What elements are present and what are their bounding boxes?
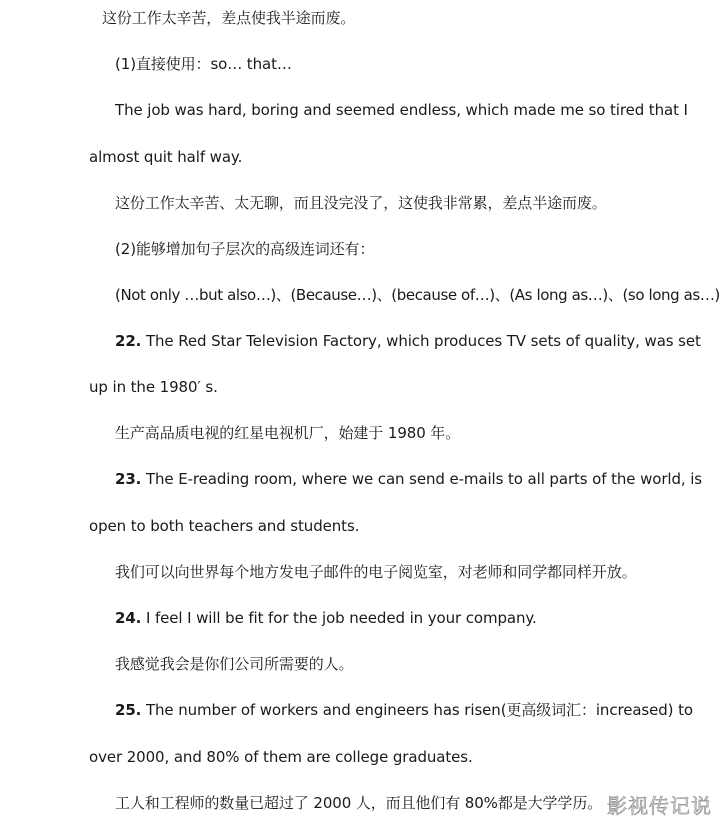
text-line: 我感觉我会是你们公司所需要的人。 <box>115 655 354 673</box>
watermark: 影视传记说 <box>607 794 712 818</box>
item-23-line <box>115 469 702 489</box>
item-text: The E-reading room, where we can send e-mails to all parts of the world, is <box>141 470 703 488</box>
item-25-line <box>115 700 693 720</box>
item-number: 23. <box>115 470 142 488</box>
text-line: open to both teachers and students. <box>89 517 360 535</box>
text-line: 我们可以向世界每个地方发电子邮件的电子阅览室，对老师和同学都同样开放。 <box>115 563 637 581</box>
text-line: 这份工作太辛苦，差点使我半途而废。 <box>102 9 356 27</box>
text-line: 工人和工程师的数量已超过了 2000 人，而且他们有 80%都是大学学历。 <box>115 794 603 812</box>
item-number: 22. <box>115 332 142 350</box>
text-line: 这份工作太辛苦、太无聊，而且没完没了，这使我非常累，差点半途而废。 <box>115 194 607 212</box>
text-line: (Not only …but also…)、(Because…)、(because of…)、(As long as…)、(so long as…) <box>115 286 720 304</box>
item-text: The Red Star Television Factory, which produces TV sets of quality, was set <box>141 332 701 350</box>
item-number: 24. <box>115 609 142 627</box>
item-text: The number of workers and engineers has risen(更高级词汇：increased) to <box>141 701 693 719</box>
text-line: (2)能够增加句子层次的高级连词还有： <box>115 240 375 258</box>
item-22-line <box>115 331 701 351</box>
text-line: almost quit half way. <box>89 148 243 166</box>
text-line: over 2000, and 80% of them are college graduates. <box>89 748 473 766</box>
text-line: up in the 1980′ s. <box>89 378 218 396</box>
item-text: I feel I will be fit for the job needed in your company. <box>141 609 537 627</box>
text-line: The job was hard, boring and seemed endless, which made me so tired that I <box>115 101 688 119</box>
item-24-line <box>115 608 537 628</box>
text-line: 生产高品质电视的红星电视机厂，始建于 1980 年。 <box>115 424 461 442</box>
item-number: 25. <box>115 701 142 719</box>
text-line: (1)直接使用：so… that… <box>115 55 292 73</box>
